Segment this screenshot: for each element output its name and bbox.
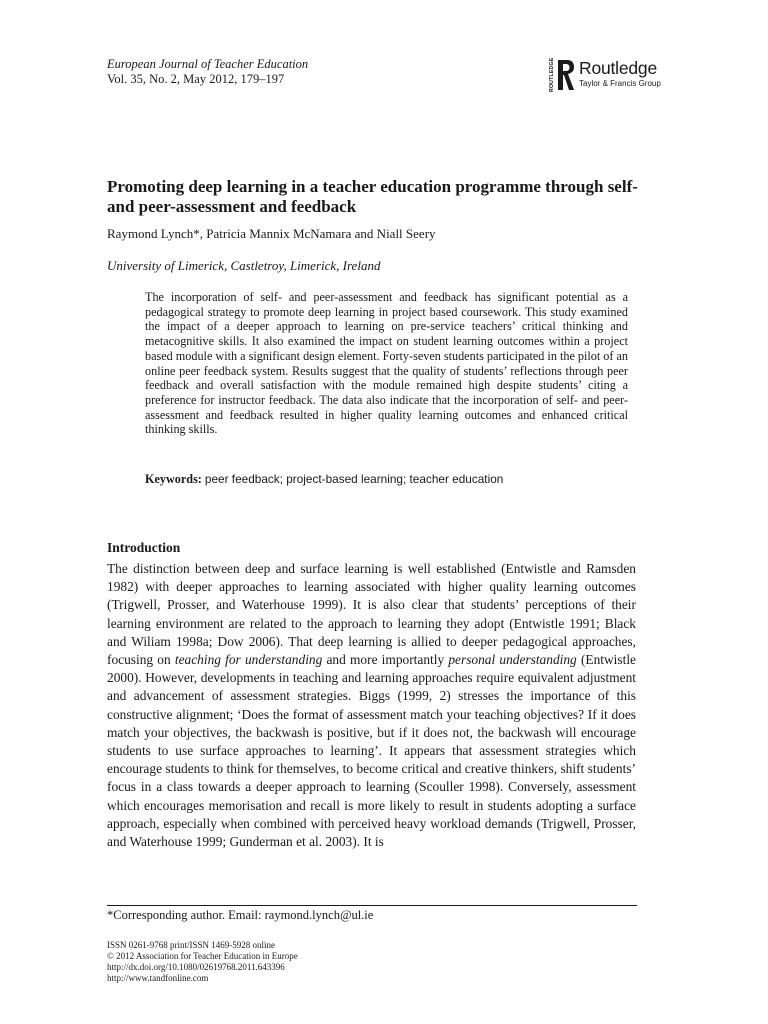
abstract: The incorporation of self- and peer-assessment and feedback has significant potential as a pedagogical strategy to promote deep learning in project based coursework. This study examined the impact of a deeper approach to learning on pre-service teachers’ critical thinking and metacognitive skills. It also examined the impact on student learning outcomes within a project based module with a significant design element. Forty-seven students participated in the pilot of an online peer feedback system. Results suggest that the quality of students’ reflections through peer feedback and overall satisfaction with the module remained high despite students’ citing a preference for instructor feedback. The data also indicate that the incorporation of self- and peer-assessment and feedback resulted in higher quality learning outcomes and enhanced critical thinking skills. xyxy=(145,290,628,437)
footnote-divider xyxy=(107,905,637,906)
copyright-line: © 2012 Association for Teacher Education in Europe xyxy=(107,951,298,961)
section-heading-introduction: Introduction xyxy=(107,540,181,555)
doi-link[interactable]: http://dx.doi.org/10.1080/02619768.2011.643396 xyxy=(107,962,285,972)
publisher-brand: Routledge xyxy=(579,58,657,78)
publication-info xyxy=(107,940,298,984)
publisher-group: Taylor & Francis Group xyxy=(579,79,661,88)
intro-text-part1: The distinction between deep and surface learning is well established (Entwistle and Ramsden 1982) with deeper approaches to learning associated with higher quality learning outcomes (Trigwell, Prosser, and Waterhouse 1999). It is also clear that students’ perceptions of their learning environment are related to the approach to learning they adopt (Entwistle 1991; Black and Wiliam 1998a; Dow 2006). That deep learning is allied to deeper pedagogical approaches, focusing on xyxy=(107,561,636,668)
article-authors: Raymond Lynch*, Patricia Mannix McNamara and Niall Seery xyxy=(107,226,436,241)
article-affiliation: University of Limerick, Castletroy, Limerick, Ireland xyxy=(107,258,381,273)
issn-line: ISSN 0261-9768 print/ISSN 1469-5928 online xyxy=(107,940,276,950)
publisher-logo xyxy=(549,58,689,92)
intro-emphasis-1: teaching for understanding xyxy=(174,652,323,668)
website-link[interactable]: http://www.tandfonline.com xyxy=(107,973,209,983)
intro-text-part2: and more importantly xyxy=(322,652,449,668)
intro-text-part3: (Entwistle 2000). However, developments in teaching and learning approaches require equivalent adjustment and advancement of assessment strategies. Biggs (1999, 2) stresses the importance of this constructive alignment; ‘Does the format of assessment match your teaching objectives? If it does match your objectives, the backwash is positive, but if it does not, the backwash will encourage students to use surface approaches to learning’. It appears that assessment strategies which encourage students to think for themselves, to become critical and creative thinkers, shift students’ focus in a class towards a deeper approach to learning (Scouller 1998). Conversely, assessment which encourages memorisation and recall is more likely to result in students adopting a surface approach, especially when combined with perceived heavy workload demands (Trigwell, Prosser, and Waterhouse 1999; Gunderman et al. 2003). It is xyxy=(107,652,636,850)
corresponding-author-footnote: *Corresponding author. Email: raymond.lynch@ul.ie xyxy=(107,908,374,922)
article-title: Promoting deep learning in a teacher education programme through self- and peer-assessment and feedback xyxy=(107,177,638,216)
journal-name: European Journal of Teacher Education xyxy=(107,57,309,71)
intro-emphasis-2: personal understanding xyxy=(448,652,577,668)
keywords-list: peer feedback; project-based learning; teacher education xyxy=(204,472,504,486)
journal-citation: Vol. 35, No. 2, May 2012, 179–197 xyxy=(107,72,285,86)
introduction-paragraph xyxy=(107,560,636,851)
logo-side-text: ROUTLEDGE xyxy=(549,57,555,92)
keywords-label: Keywords: xyxy=(145,472,202,486)
routledge-r-logo-icon xyxy=(549,58,575,92)
introduction-body xyxy=(107,560,636,851)
keywords xyxy=(145,472,503,487)
journal-header xyxy=(107,57,308,87)
